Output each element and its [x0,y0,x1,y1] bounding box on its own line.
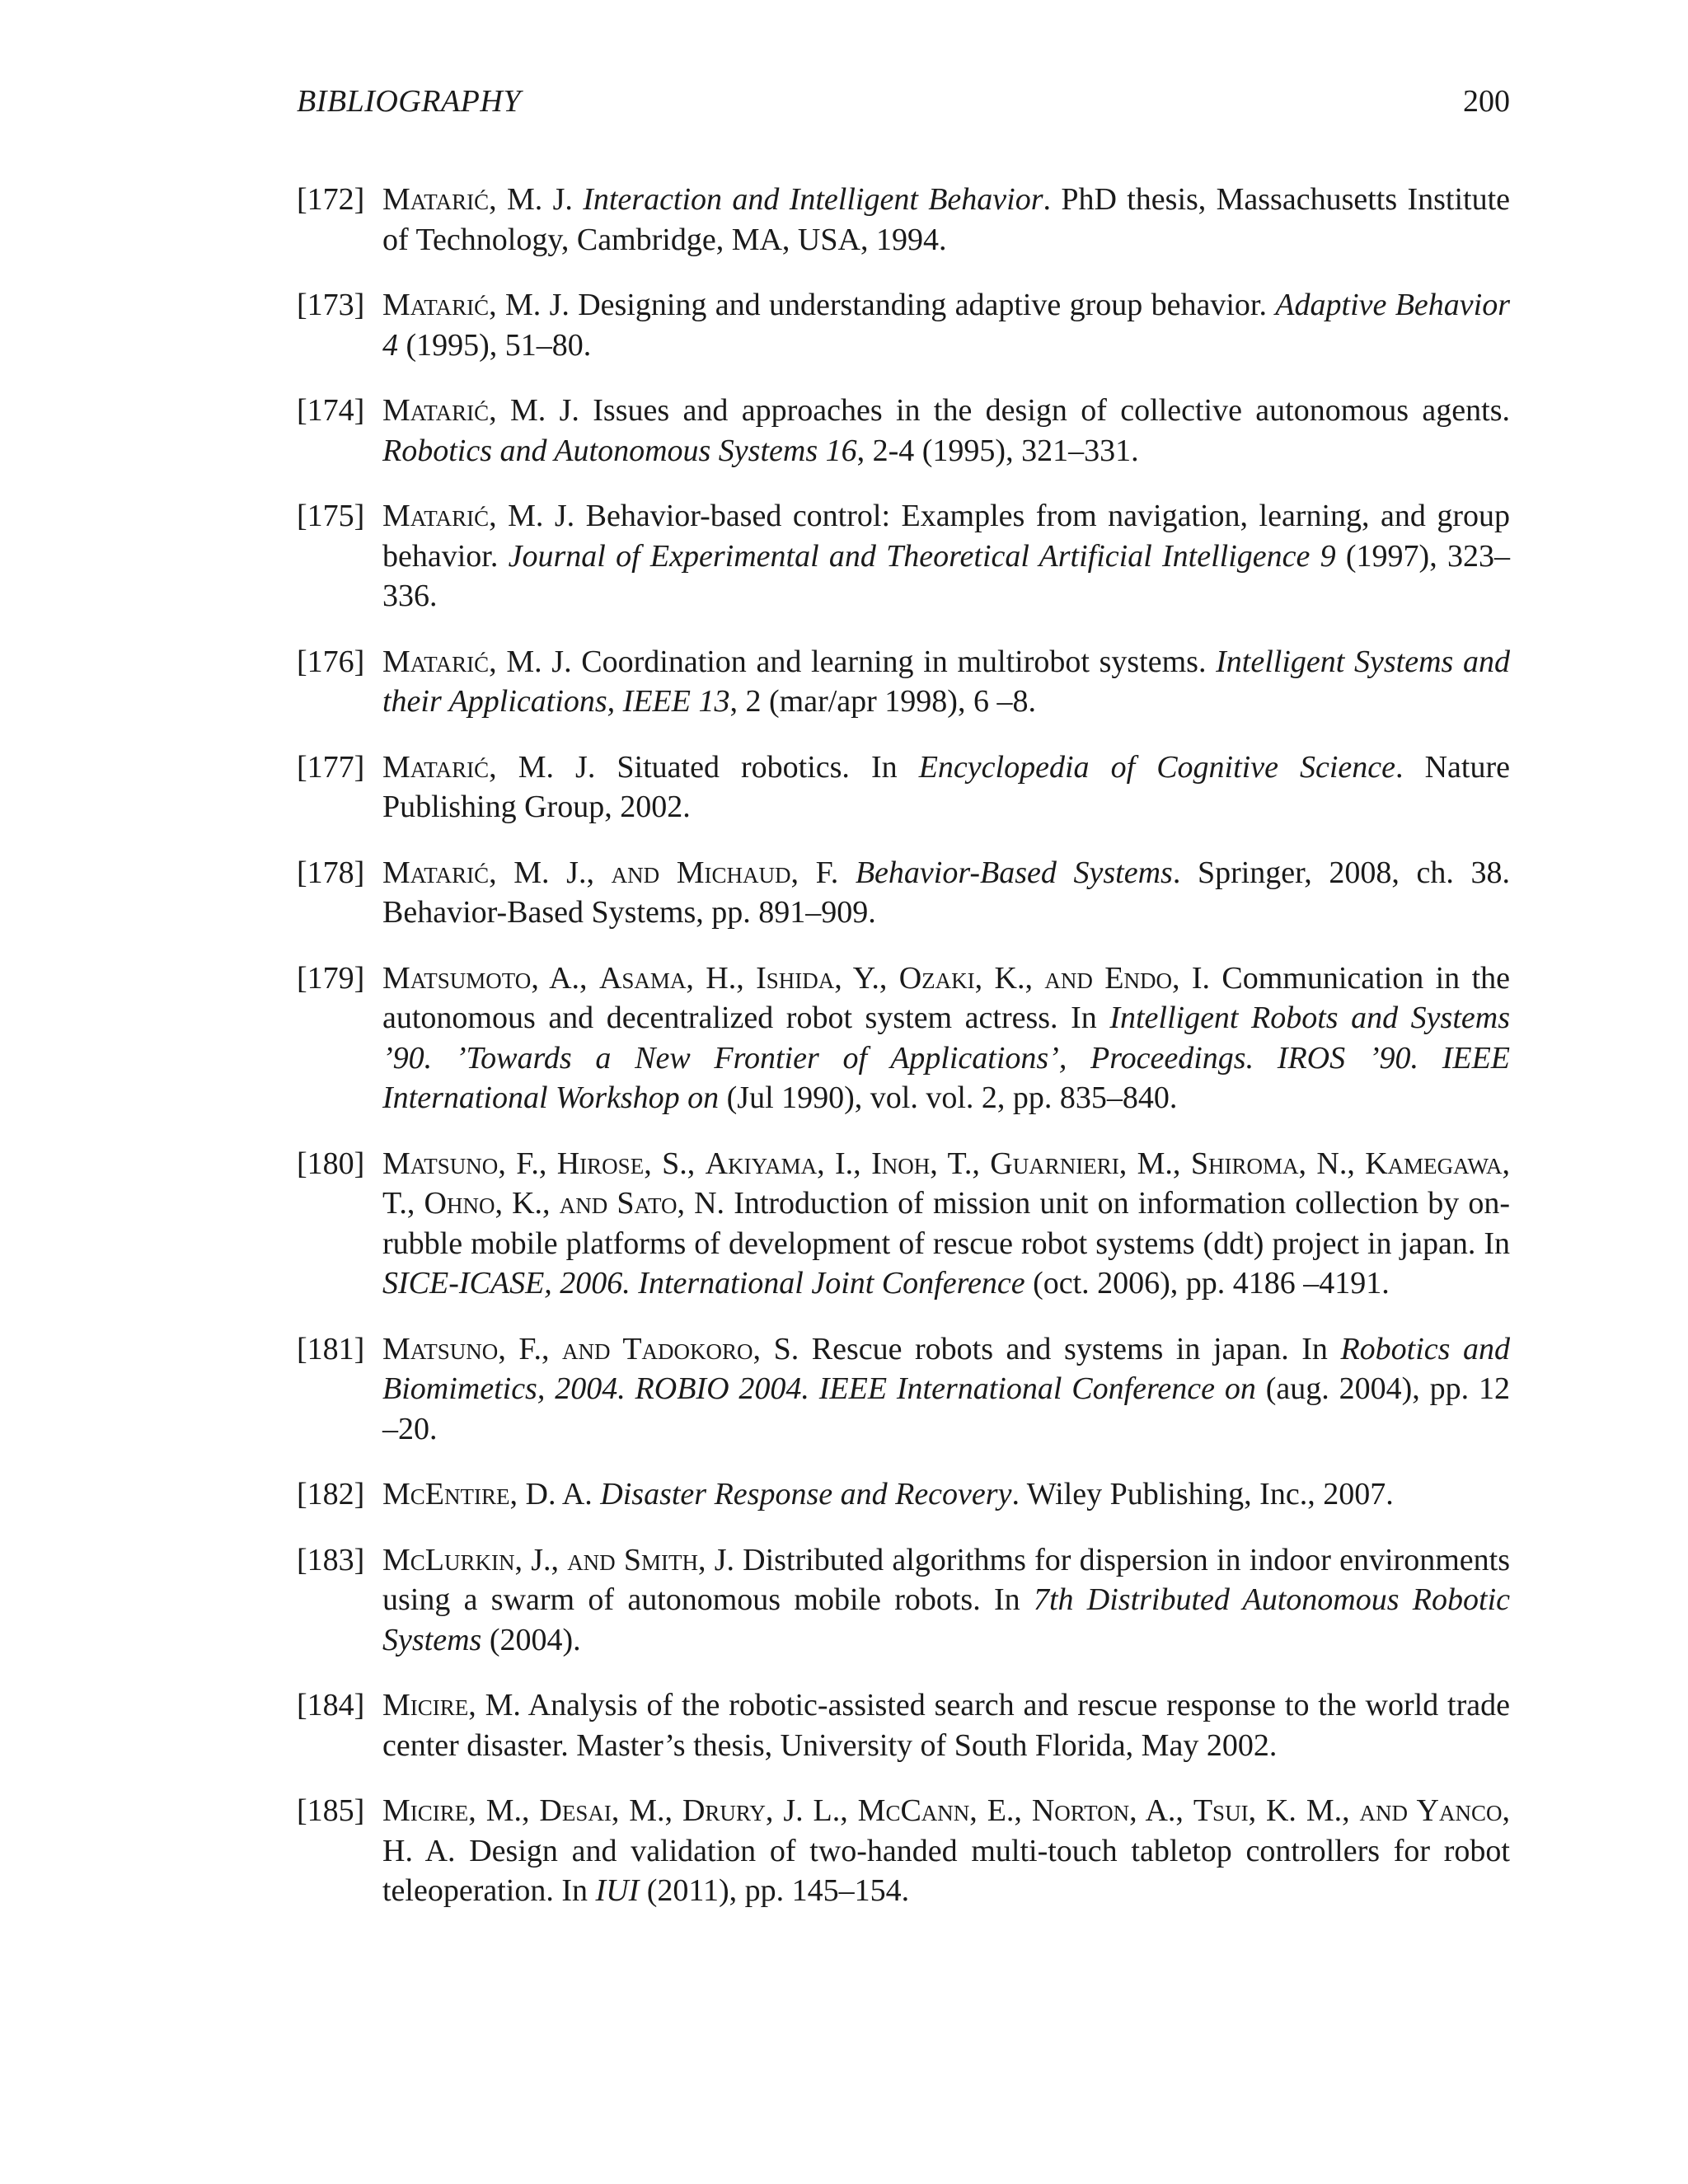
bibliography-entry [297,748,1510,827]
reference-number: [176] [297,644,365,679]
reference-text: , S. Rescue robots and systems in japan. In [753,1331,1341,1366]
author-name: Matarić [382,749,490,785]
bibliography-entry [297,1474,1510,1515]
author-name: Matarić [382,499,490,533]
author-name: Guarnieri [990,1146,1119,1181]
author-name: and Smith [567,1542,698,1577]
reference-text: , J., [514,1542,568,1577]
reference-text: , M. J. Behavior-based control: Examples from navigation, learning, and group behavior. [382,499,1510,574]
bibliography-entry [297,496,1510,616]
author-name: and Endo [1044,960,1172,996]
reference-number: [174] [297,393,365,428]
author-name: McEntire [382,1477,510,1511]
author-name: Tsui [1193,1793,1249,1828]
author-name: and Yanco [1359,1793,1503,1828]
reference-number: [184] [297,1688,365,1722]
author-name: McLurkin [382,1542,515,1577]
publication-title: Intelligent Robots and Systems ’90. ’Towards a New Frontier of Applications’, Proceedings. IROS ’90. IEEE International Workshop on [382,1001,1510,1115]
reference-text: . PhD thesis, Massachusetts Institute of Technology, Cambridge, MA, USA, 1994. [382,182,1510,257]
reference-text: (1997), 323–336. [382,538,1510,613]
reference-text: , J. L., [765,1793,858,1828]
reference-text: , K. M., [1248,1793,1360,1828]
reference-text: , M., [468,1793,540,1828]
reference-number: [179] [297,960,365,996]
bibliography-entry [297,1329,1510,1450]
bibliography-entry [297,391,1510,471]
reference-number: [185] [297,1793,365,1828]
reference-text: , 2 (mar/apr 1998), 6 –8. [729,684,1036,719]
reference-text: (aug. 2004), pp. 12 –20. [382,1371,1510,1446]
author-name: Matsuno [382,1331,499,1366]
reference-text: , M. Analysis of the robotic-assisted search and rescue response to the world trade center disaster. Master’s thesis, University of South Florida, May 2002. [382,1688,1510,1763]
author-name: Asama [598,960,687,996]
author-name: Matarić [382,288,490,322]
reference-text: , S., [644,1146,706,1181]
author-name: Ishida [756,960,835,996]
author-name: Ozaki [898,960,975,996]
publication-title: SICE-ICASE, 2006. International Joint Conference [382,1266,1025,1301]
bibliography-entry [297,1144,1510,1304]
reference-text: , I., [817,1146,872,1181]
author-name: Inoh [871,1146,931,1181]
bibliography-entry [297,1791,1510,1911]
author-name: Matarić [382,182,490,217]
author-name: Matarić [382,855,490,890]
reference-text: , M. J. [489,182,584,217]
bibliography-entry [297,853,1510,933]
reference-number: [172] [297,182,365,217]
reference-text: , M. J. Designing and understanding adaptive group behavior. [489,288,1276,322]
reference-number: [182] [297,1477,365,1511]
author-name: Akiyama [705,1146,818,1181]
running-header [297,81,1510,122]
bibliography-entry [297,1685,1510,1765]
reference-text: , M., [611,1793,682,1828]
reference-text: , K., [974,960,1045,996]
reference-text: (2004). [481,1622,581,1657]
reference-text: , M. J. Issues and approaches in the design of collective autonomous agents. [489,393,1510,428]
publication-title: Robotics and Biomimetics, 2004. ROBIO 2004. IEEE International Conference on [382,1331,1510,1406]
author-name: and Tadokoro [561,1331,753,1366]
author-name: and Sato [559,1186,678,1221]
publication-title: Disaster Response and Recovery [600,1477,1012,1511]
reference-text: , A., [1129,1793,1193,1828]
reference-number: [178] [297,855,365,890]
author-name: Matarić [382,644,490,679]
publication-title: Robotics and Autonomous Systems 16 [382,433,857,468]
reference-text: , J. Distributed algorithms for dispersion in indoor environments using a swarm of autonomous mobile robots. In [382,1542,1510,1617]
reference-text: , T., [382,1146,1510,1221]
reference-number: [183] [297,1542,365,1577]
bibliography-entry [297,958,1510,1118]
reference-text: , Y., [834,960,899,996]
reference-number: [181] [297,1331,365,1366]
reference-text: (Jul 1990), vol. vol. 2, pp. 835–840. [719,1080,1178,1115]
bibliography-entry [297,285,1510,365]
reference-text: , D. A. [509,1477,601,1511]
publication-title: Behavior-Based Systems [855,855,1173,890]
author-name: Desai [539,1793,612,1828]
reference-text: , F., [498,1331,562,1366]
reference-text: , F. [790,855,856,890]
reference-text: . Springer, 2008, ch. 38. Behavior-Based Systems, pp. 891–909. [382,855,1511,930]
reference-text: , H., [686,960,757,996]
reference-text: , 2-4 (1995), 321–331. [856,433,1139,468]
publication-title: IUI [595,1873,640,1908]
bibliography-entry [297,642,1510,722]
author-name: Micire [382,1688,469,1722]
reference-text: (2011), pp. 145–154. [639,1873,910,1908]
reference-text: , N., [1298,1146,1366,1181]
author-name: Shiroma [1190,1146,1299,1181]
publication-title: Journal of Experimental and Theoretical Artificial Intelligence 9 [508,538,1336,574]
author-name: Drury [682,1793,766,1828]
author-name: Matsuno [382,1146,499,1181]
author-name: and Michaud [611,855,791,890]
reference-text: , A., [531,960,599,996]
author-name: Micire [382,1793,469,1828]
reference-text: , M. J., [489,855,612,890]
reference-number: [175] [297,499,365,533]
author-name: Hirose [556,1146,645,1181]
reference-text: (1995), 51–80. [398,327,592,363]
bibliography-entry [297,1540,1510,1661]
page-number: 200 [1463,84,1510,119]
reference-text: , M. J. Situated robotics. In [489,749,919,785]
reference-text: , F., [498,1146,557,1181]
author-name: Matsumoto [382,960,532,996]
reference-text: , I. Communication in the autonomous and decentralized robot system actress. In [382,960,1510,1035]
reference-number: [177] [297,749,365,785]
author-name: Norton [1031,1793,1130,1828]
reference-text: . Nature Publishing Group, 2002. [382,749,1510,824]
reference-text: , T., [930,1146,991,1181]
section-title: BIBLIOGRAPHY [297,84,521,119]
publication-title: Adaptive Behavior 4 [382,288,1510,363]
reference-text: . Wiley Publishing, Inc., 2007. [1011,1477,1394,1511]
author-name: McCann [857,1793,970,1828]
reference-text: , M. J. Coordination and learning in multirobot systems. [489,644,1217,679]
publication-title: 7th Distributed Autonomous Robotic Systems [382,1582,1510,1657]
publication-title: Interaction and Intelligent Behavior [583,182,1043,217]
author-name: Matarić [382,393,490,428]
publication-title: Intelligent Systems and their Applications, IEEE 13 [382,644,1510,719]
author-name: Ohno [424,1186,495,1221]
reference-text: , E., [969,1793,1032,1828]
reference-text: , N. Introduction of mission unit on information collection by on-rubble mobile platforms of development of rescue robot systems (ddt) project in japan. In [382,1186,1510,1261]
bibliography-entry [297,180,1510,260]
reference-number: [173] [297,288,365,322]
reference-number: [180] [297,1146,365,1181]
publication-title: Encyclopedia of Cognitive Science [918,749,1396,785]
reference-text: , H. A. Design and validation of two-handed multi-touch tabletop controllers for robot teleoperation. In [382,1793,1510,1908]
bibliography-list [297,180,1510,1937]
reference-text: , M., [1118,1146,1191,1181]
author-name: Kamegawa [1365,1146,1503,1181]
reference-text: , K., [495,1186,560,1221]
reference-text: (oct. 2006), pp. 4186 –4191. [1025,1266,1390,1301]
